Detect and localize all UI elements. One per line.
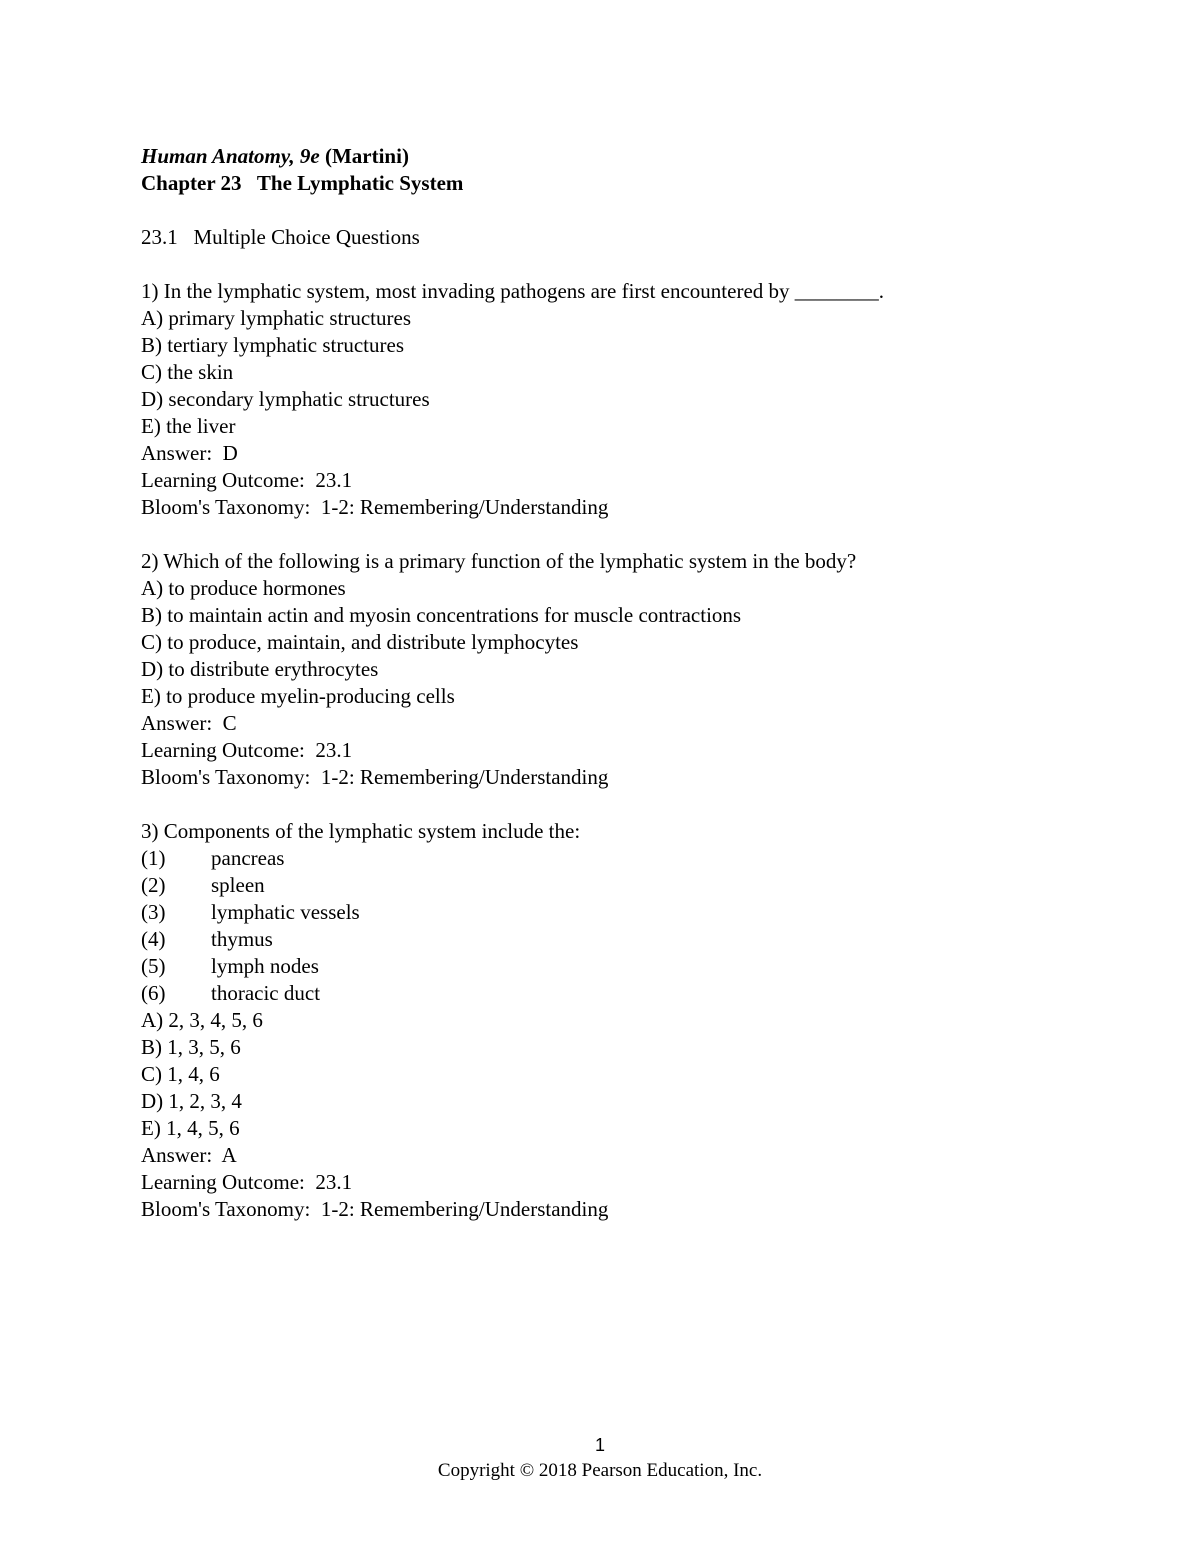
list-text: thoracic duct [211, 981, 321, 1005]
answer-option: C) to produce, maintain, and distribute lymphocytes [141, 630, 579, 654]
list-text: lymph nodes [211, 954, 319, 978]
answer-option: E) the liver [141, 414, 236, 438]
component-list-item [141, 899, 1101, 926]
answer-option: A) to produce hormones [141, 576, 346, 600]
list-number: (6) [141, 981, 166, 1005]
component-list-item [141, 953, 1101, 980]
spacer [141, 197, 1101, 224]
component-list-item [141, 872, 1101, 899]
answer-option: B) to maintain actin and myosin concentrations for muscle contractions [141, 603, 742, 627]
document-body [141, 143, 1101, 1223]
section-heading: 23.1 Multiple Choice Questions [141, 225, 420, 249]
answer-option: B) tertiary lymphatic structures [141, 333, 405, 357]
question-block [141, 818, 1101, 1223]
list-number: (3) [141, 900, 166, 924]
blooms-taxonomy: Bloom's Taxonomy: 1-2: Remembering/Understanding [141, 495, 609, 519]
spacer [141, 251, 1101, 278]
list-number: (5) [141, 954, 166, 978]
answer-option: E) to produce myelin-producing cells [141, 684, 455, 708]
chapter-title: Chapter 23 The Lymphatic System [141, 171, 464, 195]
page-number: 1 [594, 1435, 605, 1455]
answer-option: D) secondary lymphatic structures [141, 387, 430, 411]
correct-answer: Answer: A [141, 1143, 237, 1167]
list-text: thymus [211, 927, 273, 951]
correct-answer: Answer: C [141, 711, 237, 735]
book-title: Human Anatomy, 9e [141, 144, 320, 168]
book-author: (Martini) [319, 144, 409, 168]
question-stem: 2) Which of the following is a primary function of the lymphatic system in the body? [141, 549, 857, 573]
answer-option: D) to distribute erythrocytes [141, 657, 379, 681]
learning-outcome: Learning Outcome: 23.1 [141, 738, 353, 762]
question-block [141, 278, 1101, 521]
spacer [141, 791, 1101, 818]
answer-option: A) primary lymphatic structures [141, 306, 412, 330]
list-text: pancreas [211, 846, 285, 870]
copyright-notice: Copyright © 2018 Pearson Education, Inc. [437, 1460, 763, 1481]
question-stem: 3) Components of the lymphatic system include the: [141, 819, 581, 843]
component-list-item [141, 926, 1101, 953]
blooms-taxonomy: Bloom's Taxonomy: 1-2: Remembering/Understanding [141, 1197, 609, 1221]
question-stem: 1) In the lymphatic system, most invading pathogens are first encountered by ________. [141, 279, 885, 303]
list-number: (2) [141, 873, 166, 897]
learning-outcome: Learning Outcome: 23.1 [141, 468, 353, 492]
answer-option: D) 1, 2, 3, 4 [141, 1089, 242, 1113]
list-number: (1) [141, 846, 166, 870]
book-title-line [141, 143, 1101, 170]
learning-outcome: Learning Outcome: 23.1 [141, 1170, 353, 1194]
component-list-item [141, 980, 1101, 1007]
answer-option: A) 2, 3, 4, 5, 6 [141, 1008, 263, 1032]
answer-option: C) the skin [141, 360, 234, 384]
list-text: spleen [211, 873, 265, 897]
blooms-taxonomy: Bloom's Taxonomy: 1-2: Remembering/Understanding [141, 765, 609, 789]
component-list-item [141, 845, 1101, 872]
spacer [141, 521, 1101, 548]
correct-answer: Answer: D [141, 441, 238, 465]
answer-option: B) 1, 3, 5, 6 [141, 1035, 241, 1059]
answer-option: C) 1, 4, 6 [141, 1062, 220, 1086]
answer-option: E) 1, 4, 5, 6 [141, 1116, 240, 1140]
list-number: (4) [141, 927, 166, 951]
list-text: lymphatic vessels [211, 900, 360, 924]
question-block [141, 548, 1101, 791]
